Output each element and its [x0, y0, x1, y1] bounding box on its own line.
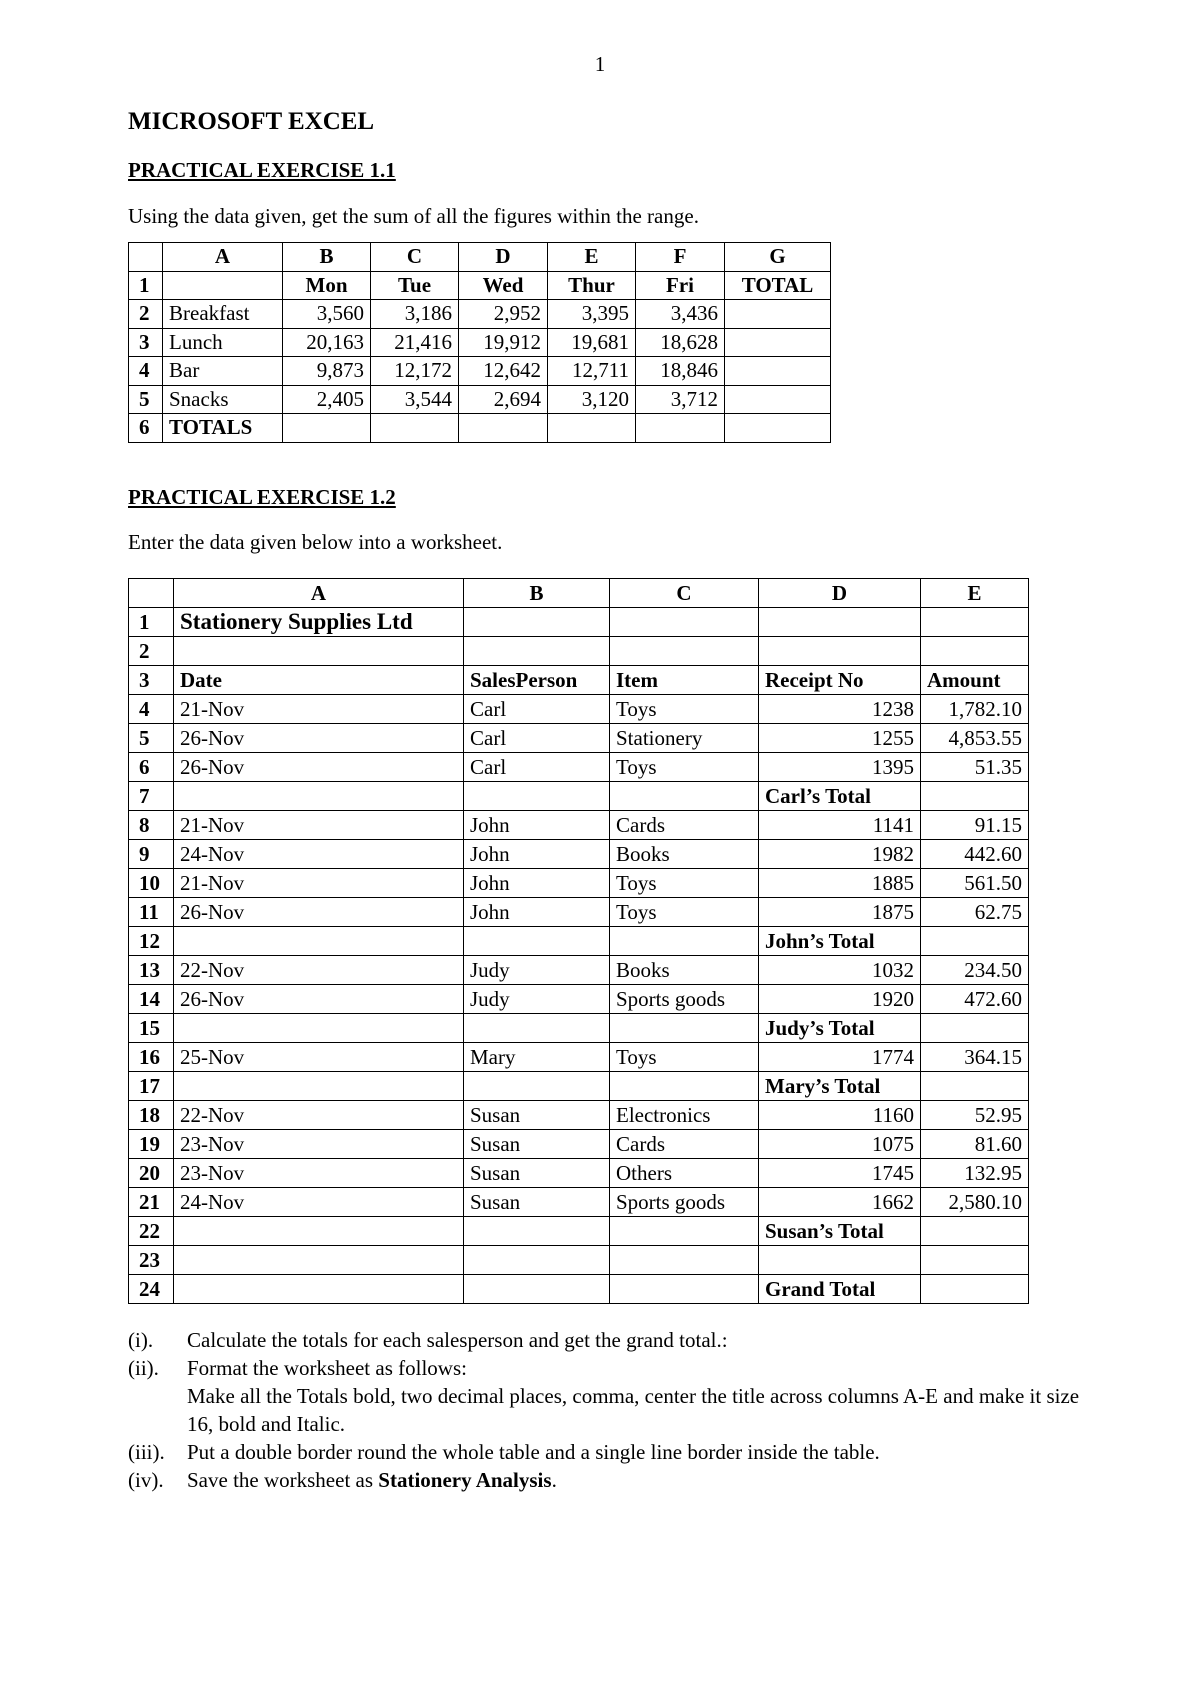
table-cell: Carl’s Total	[759, 782, 921, 811]
table-cell: Bar	[163, 357, 283, 386]
table-cell: Stationery	[610, 724, 759, 753]
task-text-main: Format the worksheet as follows:	[187, 1356, 467, 1380]
task-marker: (iii).	[128, 1440, 165, 1464]
table-cell: 51.35	[921, 753, 1029, 782]
column-letter: D	[759, 579, 921, 608]
column-letter	[129, 243, 163, 272]
table-cell	[464, 782, 610, 811]
row-number: 20	[129, 1159, 174, 1188]
row-number: 5	[129, 385, 163, 414]
table-cell: 442.60	[921, 840, 1029, 869]
table-cell	[921, 782, 1029, 811]
task-item	[128, 1326, 1088, 1354]
table-cell: 23-Nov	[174, 1130, 464, 1159]
table-cell	[283, 414, 371, 443]
table-cell: Receipt No	[759, 666, 921, 695]
table-row	[129, 927, 1029, 956]
table-cell	[921, 608, 1029, 637]
task-text	[187, 1326, 1088, 1354]
table-cell	[610, 1275, 759, 1304]
table-cell: 91.15	[921, 811, 1029, 840]
row-number: 3	[129, 328, 163, 357]
table-cell: 1395	[759, 753, 921, 782]
table-cell: Carl	[464, 695, 610, 724]
task-text	[187, 1466, 1088, 1494]
table-cell: 12,711	[548, 357, 636, 386]
table-cell: Sports goods	[610, 1188, 759, 1217]
table-cell: 1885	[759, 869, 921, 898]
table-cell: Toys	[610, 1043, 759, 1072]
table-row	[129, 898, 1029, 927]
exercise-1-table	[128, 242, 831, 443]
table-row	[129, 608, 1029, 637]
table-cell: 81.60	[921, 1130, 1029, 1159]
table-cell	[464, 927, 610, 956]
table-row	[129, 753, 1029, 782]
row-number: 11	[129, 898, 174, 927]
task-item	[128, 1382, 1088, 1438]
table-cell: 18,846	[636, 357, 725, 386]
exercise-1-instruction: Using the data given, get the sum of all the figures within the range.	[128, 204, 699, 228]
row-number: 5	[129, 724, 174, 753]
table-cell: 4,853.55	[921, 724, 1029, 753]
table-row	[129, 1014, 1029, 1043]
table-cell: 1745	[759, 1159, 921, 1188]
table-row	[129, 414, 831, 443]
table-cell: 1160	[759, 1101, 921, 1130]
table-cell: 1238	[759, 695, 921, 724]
table-cell: 1,782.10	[921, 695, 1029, 724]
table-cell: 26-Nov	[174, 724, 464, 753]
table-cell	[610, 637, 759, 666]
column-letter: B	[283, 243, 371, 272]
table-cell	[725, 385, 831, 414]
table-cell	[725, 357, 831, 386]
table-cell: 21-Nov	[174, 811, 464, 840]
table-cell: SalesPerson	[464, 666, 610, 695]
row-number: 19	[129, 1130, 174, 1159]
table-row	[129, 724, 1029, 753]
table-cell: 1032	[759, 956, 921, 985]
table-cell	[921, 1275, 1029, 1304]
table-cell: 12,172	[371, 357, 459, 386]
table-cell: Susan’s Total	[759, 1217, 921, 1246]
table-cell	[174, 1246, 464, 1275]
task-filename: Stationery Analysis	[378, 1468, 552, 1492]
table-cell	[921, 1072, 1029, 1101]
table-cell: TOTALS	[163, 414, 283, 443]
column-letter: C	[371, 243, 459, 272]
table-cell: 19,912	[459, 328, 548, 357]
table-cell: 364.15	[921, 1043, 1029, 1072]
table-cell: Toys	[610, 898, 759, 927]
table-cell	[725, 300, 831, 329]
exercise-1-heading: PRACTICAL EXERCISE 1.1	[128, 158, 396, 182]
table-cell: 18,628	[636, 328, 725, 357]
task-suffix: .	[551, 1468, 557, 1492]
column-letter: B	[464, 579, 610, 608]
table-cell	[921, 1014, 1029, 1043]
row-number: 15	[129, 1014, 174, 1043]
column-letter: C	[610, 579, 759, 608]
table-cell: Lunch	[163, 328, 283, 357]
table-cell: 1255	[759, 724, 921, 753]
table-cell	[174, 1275, 464, 1304]
table-row	[129, 385, 831, 414]
table-row	[129, 840, 1029, 869]
table-cell: Mary’s Total	[759, 1072, 921, 1101]
table-cell	[759, 608, 921, 637]
table-cell	[464, 1217, 610, 1246]
table-cell: Toys	[610, 869, 759, 898]
row-number: 1	[129, 271, 163, 300]
table-cell: Amount	[921, 666, 1029, 695]
table-cell: Mon	[283, 271, 371, 300]
table-cell	[174, 927, 464, 956]
table-row	[129, 1043, 1029, 1072]
table-row	[129, 1072, 1029, 1101]
task-text-main: Make all the Totals bold, two decimal places, comma, center the title across columns A-E and make it size 16, bold and Italic.	[187, 1384, 1080, 1436]
column-header-row	[129, 243, 831, 272]
table-cell: Wed	[459, 271, 548, 300]
table-cell	[610, 1072, 759, 1101]
table-cell: Fri	[636, 271, 725, 300]
table-cell: Toys	[610, 695, 759, 724]
table-cell: 3,120	[548, 385, 636, 414]
table-cell	[610, 608, 759, 637]
table-cell: 1982	[759, 840, 921, 869]
column-letter: E	[921, 579, 1029, 608]
column-letter: A	[174, 579, 464, 608]
table-cell: Date	[174, 666, 464, 695]
table-cell	[759, 637, 921, 666]
table-cell: John	[464, 869, 610, 898]
table-cell	[610, 927, 759, 956]
table-cell: Stationery Supplies Ltd	[174, 608, 464, 637]
table-cell: 22-Nov	[174, 1101, 464, 1130]
table-cell: 561.50	[921, 869, 1029, 898]
row-number: 2	[129, 637, 174, 666]
table-cell: Thur	[548, 271, 636, 300]
table-cell: Judy	[464, 985, 610, 1014]
table-cell: Books	[610, 956, 759, 985]
table-cell: Judy	[464, 956, 610, 985]
table-cell: 26-Nov	[174, 753, 464, 782]
table-cell	[464, 1275, 610, 1304]
table-cell: 26-Nov	[174, 898, 464, 927]
table-row	[129, 1188, 1029, 1217]
table-cell: 1774	[759, 1043, 921, 1072]
table-row	[129, 637, 1029, 666]
table-cell: Susan	[464, 1159, 610, 1188]
table-cell: Sports goods	[610, 985, 759, 1014]
table-cell: 62.75	[921, 898, 1029, 927]
table-row	[129, 1275, 1029, 1304]
table-cell: 132.95	[921, 1159, 1029, 1188]
page-number: 1	[594, 52, 606, 76]
table-cell	[174, 1014, 464, 1043]
table-cell: Breakfast	[163, 300, 283, 329]
table-cell	[636, 414, 725, 443]
table-cell: Susan	[464, 1188, 610, 1217]
table-cell: 26-Nov	[174, 985, 464, 1014]
task-text	[187, 1438, 1088, 1466]
task-marker: (ii).	[128, 1356, 159, 1380]
table-cell: Cards	[610, 1130, 759, 1159]
table-cell: 1662	[759, 1188, 921, 1217]
table-row	[129, 811, 1029, 840]
table-cell: 234.50	[921, 956, 1029, 985]
table-cell	[371, 414, 459, 443]
table-cell: 20,163	[283, 328, 371, 357]
table-cell: 2,694	[459, 385, 548, 414]
table-cell: 1141	[759, 811, 921, 840]
table-cell: 52.95	[921, 1101, 1029, 1130]
table-cell	[610, 1246, 759, 1275]
task-marker	[128, 1382, 187, 1438]
task-text-main: Put a double border round the whole table and a single line border inside the table.	[187, 1440, 880, 1464]
table-cell	[610, 782, 759, 811]
table-cell: Electronics	[610, 1101, 759, 1130]
column-header-row	[129, 579, 1029, 608]
table-cell	[548, 414, 636, 443]
table-cell: Snacks	[163, 385, 283, 414]
table-row	[129, 1246, 1029, 1275]
row-number: 7	[129, 782, 174, 811]
task-item	[128, 1466, 1088, 1494]
table-cell: Toys	[610, 753, 759, 782]
table-cell	[610, 1217, 759, 1246]
table-cell: 21-Nov	[174, 869, 464, 898]
table-row	[129, 985, 1029, 1014]
table-cell: Susan	[464, 1101, 610, 1130]
table-cell	[174, 1072, 464, 1101]
table-cell: 2,405	[283, 385, 371, 414]
table-cell: John	[464, 811, 610, 840]
table-cell: 21-Nov	[174, 695, 464, 724]
table-cell: John	[464, 898, 610, 927]
task-marker: (i).	[128, 1328, 154, 1352]
column-letter: G	[725, 243, 831, 272]
task-marker: (iv).	[128, 1468, 164, 1492]
row-number: 10	[129, 869, 174, 898]
row-number: 14	[129, 985, 174, 1014]
row-number: 3	[129, 666, 174, 695]
table-cell: 3,712	[636, 385, 725, 414]
row-number: 23	[129, 1246, 174, 1275]
task-item	[128, 1354, 1088, 1382]
column-letter	[129, 579, 174, 608]
exercise-2-heading: PRACTICAL EXERCISE 1.2	[128, 485, 396, 509]
table-row	[129, 300, 831, 329]
table-cell: 19,681	[548, 328, 636, 357]
table-cell: Grand Total	[759, 1275, 921, 1304]
row-number: 4	[129, 695, 174, 724]
task-text	[187, 1382, 1088, 1438]
table-cell: Item	[610, 666, 759, 695]
table-row	[129, 666, 1029, 695]
table-cell: 21,416	[371, 328, 459, 357]
table-cell	[725, 414, 831, 443]
table-cell: Tue	[371, 271, 459, 300]
task-text-main: Save the worksheet as	[187, 1468, 379, 1492]
column-letter: D	[459, 243, 548, 272]
table-row	[129, 1217, 1029, 1246]
row-number: 17	[129, 1072, 174, 1101]
table-cell: 2,580.10	[921, 1188, 1029, 1217]
row-number: 1	[129, 608, 174, 637]
table-cell: 12,642	[459, 357, 548, 386]
table-cell	[163, 271, 283, 300]
table-cell: 2,952	[459, 300, 548, 329]
exercise-2-instruction: Enter the data given below into a worksheet.	[128, 530, 503, 554]
table-row	[129, 782, 1029, 811]
table-cell	[464, 1072, 610, 1101]
table-cell	[921, 927, 1029, 956]
row-number: 22	[129, 1217, 174, 1246]
table-cell: Cards	[610, 811, 759, 840]
table-cell: Carl	[464, 724, 610, 753]
table-cell: 9,873	[283, 357, 371, 386]
table-cell: Susan	[464, 1130, 610, 1159]
task-text-main: Calculate the totals for each salesperson and get the grand total.:	[187, 1328, 728, 1352]
table-cell	[464, 608, 610, 637]
table-cell: TOTAL	[725, 271, 831, 300]
table-row	[129, 357, 831, 386]
row-number: 2	[129, 300, 163, 329]
row-number: 21	[129, 1188, 174, 1217]
column-letter: E	[548, 243, 636, 272]
table-cell: 25-Nov	[174, 1043, 464, 1072]
row-number: 4	[129, 357, 163, 386]
table-cell: 22-Nov	[174, 956, 464, 985]
table-row	[129, 1101, 1029, 1130]
table-cell: John’s Total	[759, 927, 921, 956]
row-number: 6	[129, 414, 163, 443]
table-cell: 1875	[759, 898, 921, 927]
table-cell: 3,436	[636, 300, 725, 329]
table-cell: Judy’s Total	[759, 1014, 921, 1043]
row-number: 18	[129, 1101, 174, 1130]
table-cell: 24-Nov	[174, 840, 464, 869]
table-cell	[725, 328, 831, 357]
table-cell: 3,544	[371, 385, 459, 414]
task-item	[128, 1438, 1088, 1466]
table-row	[129, 1130, 1029, 1159]
table-cell: 1075	[759, 1130, 921, 1159]
table-row	[129, 869, 1029, 898]
row-number: 8	[129, 811, 174, 840]
task-text	[187, 1354, 1088, 1382]
row-number: 12	[129, 927, 174, 956]
column-letter: F	[636, 243, 725, 272]
column-letter: A	[163, 243, 283, 272]
table-cell	[921, 1217, 1029, 1246]
table-cell	[174, 782, 464, 811]
row-number: 16	[129, 1043, 174, 1072]
table-cell	[921, 1246, 1029, 1275]
table-cell	[459, 414, 548, 443]
table-row	[129, 956, 1029, 985]
task-list	[128, 1326, 1088, 1494]
document-title: MICROSOFT EXCEL	[128, 108, 375, 135]
table-cell: Carl	[464, 753, 610, 782]
table-cell: 472.60	[921, 985, 1029, 1014]
table-cell: 3,186	[371, 300, 459, 329]
table-cell: Books	[610, 840, 759, 869]
table-cell	[464, 637, 610, 666]
row-number: 9	[129, 840, 174, 869]
table-cell: 3,395	[548, 300, 636, 329]
table-cell	[921, 637, 1029, 666]
table-cell: 23-Nov	[174, 1159, 464, 1188]
table-cell: Others	[610, 1159, 759, 1188]
table-cell	[464, 1014, 610, 1043]
row-number: 24	[129, 1275, 174, 1304]
table-cell	[759, 1246, 921, 1275]
table-row	[129, 328, 831, 357]
table-row	[129, 1159, 1029, 1188]
table-cell: Mary	[464, 1043, 610, 1072]
row-number: 13	[129, 956, 174, 985]
table-row	[129, 695, 1029, 724]
table-cell: 24-Nov	[174, 1188, 464, 1217]
exercise-2-table	[128, 578, 1029, 1304]
table-cell: 3,560	[283, 300, 371, 329]
table-cell	[174, 1217, 464, 1246]
table-cell	[174, 637, 464, 666]
table-cell	[464, 1246, 610, 1275]
table-cell	[610, 1014, 759, 1043]
table-cell: 1920	[759, 985, 921, 1014]
row-number: 6	[129, 753, 174, 782]
table-row	[129, 271, 831, 300]
table-cell: John	[464, 840, 610, 869]
